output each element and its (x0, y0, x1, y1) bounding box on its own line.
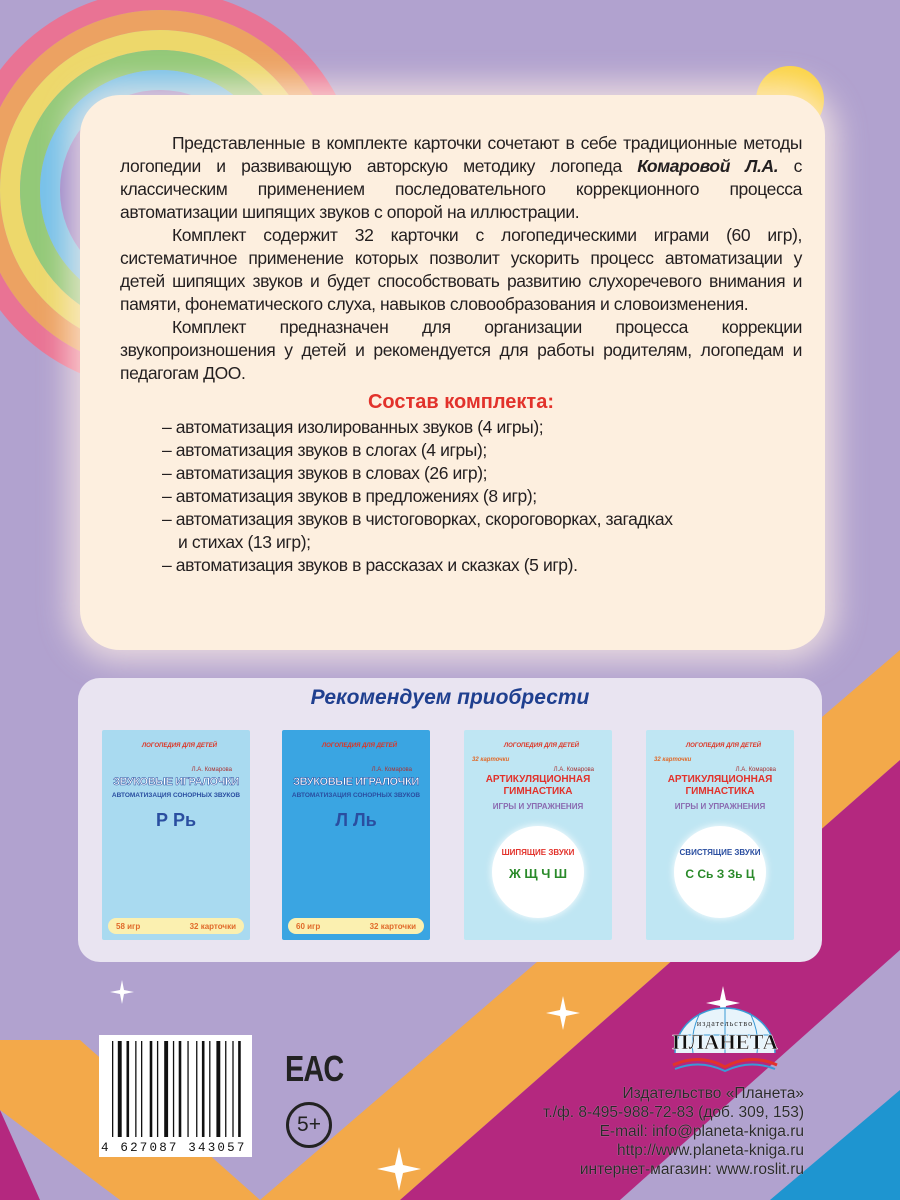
book-letters: Р Рь (155, 810, 197, 830)
logo-subtitle: издательство (696, 1019, 754, 1028)
book-subtitle: АВТОМАТИЗАЦИЯ СОНОРНЫХ ЗВУКОВ (111, 792, 241, 799)
paragraph-3: Комплект предназначен для организации процесса коррекции звукопроизношения у детей и рекомендуется для работы родителям, логопедам и педагогам ДОО. (120, 317, 802, 383)
barcode-bar (238, 1041, 241, 1137)
barcode-bar (127, 1041, 130, 1137)
eac-mark: EAC (285, 1048, 344, 1089)
author-name: Комаровой Л.А. (637, 156, 779, 176)
publisher-site[interactable]: http://www.planeta-kniga.ru (617, 1142, 804, 1159)
barcode-bar (196, 1041, 197, 1137)
book-games: 60 игр (296, 921, 321, 931)
book-letters: Ж Щ Ч Ш (508, 866, 568, 881)
paragraph-1 (120, 132, 802, 224)
book-cover-1[interactable] (102, 730, 250, 940)
list-item: – автоматизация звуков в чистоговорках, скороговорках, загадках (162, 509, 673, 529)
logo-name: ПЛАНЕТА (672, 1030, 778, 1054)
book-letters: С Сь З Зь Ц (685, 867, 755, 881)
book-games: 58 игр (116, 921, 141, 931)
book-cover-2[interactable] (282, 730, 430, 940)
list-item: – автоматизация звуков в слогах (4 игры); (162, 440, 487, 460)
barcode-bars (112, 1041, 242, 1137)
list-item: – автоматизация изолированных звуков (4 игры); (162, 417, 544, 437)
barcode-bar (209, 1041, 210, 1137)
barcode-bar (187, 1041, 188, 1137)
book-title: ЗВУКОВЫЕ ИГРАЛОЧКИ (293, 776, 419, 788)
barcode-number: 4 627087 343057 (101, 1141, 247, 1155)
book-series: ЛОГОПЕДИЯ ДЛЯ ДЕТЕЙ (686, 743, 761, 749)
book-badge: 32 карточки (654, 757, 692, 763)
book-subtitle: ИГРЫ И УПРАЖНЕНИЯ (674, 802, 766, 811)
book-author: Л.А. Комарова (553, 767, 594, 773)
book-cover-4[interactable] (646, 730, 794, 940)
book-author: Л.А. Комарова (735, 767, 776, 773)
book-subtitle: ИГРЫ И УПРАЖНЕНИЯ (492, 802, 584, 811)
publisher-phone: т./ф. 8-495-988-72-83 (доб. 309, 153) (543, 1104, 804, 1121)
publisher-email[interactable]: E-mail: info@planeta-kniga.ru (599, 1123, 804, 1140)
barcode-bar (150, 1041, 153, 1137)
list-item: – автоматизация звуков в рассказах и сказках (5 игр). (162, 555, 578, 575)
book-cover-3[interactable] (464, 730, 612, 940)
barcode-bar (225, 1041, 226, 1137)
book-circle-text: ШИПЯЩИЕ ЗВУКИ (501, 848, 575, 857)
publisher-logo (665, 1003, 785, 1075)
barcode-bar (173, 1041, 174, 1137)
book-title: ЗВУКОВЫЕ ИГРАЛОЧКИ (113, 776, 239, 788)
list-item: и стихах (13 игр); (178, 532, 311, 552)
description-text (120, 132, 802, 577)
book-author: Л.А. Комарова (371, 767, 412, 773)
book-badge: 32 карточки (472, 757, 510, 763)
publisher-contacts (543, 1084, 804, 1179)
barcode-bar (141, 1041, 142, 1137)
book-cards: 32 карточки (189, 921, 236, 931)
book-cards: 32 карточки (369, 921, 416, 931)
barcode-bar (112, 1041, 113, 1137)
barcode-bar (216, 1041, 220, 1137)
list-item: – автоматизация звуков в словах (26 игр); (162, 463, 488, 483)
book-footer (108, 918, 244, 934)
book-series: ЛОГОПЕДИЯ ДЛЯ ДЕТЕЙ (142, 743, 217, 749)
book-series: ЛОГОПЕДИЯ ДЛЯ ДЕТЕЙ (504, 743, 579, 749)
barcode-bar (179, 1041, 182, 1137)
barcode-bar (202, 1041, 205, 1137)
publisher-name: Издательство «Планета» (622, 1085, 804, 1102)
publisher-shop[interactable]: интернет-магазин: www.roslit.ru (579, 1161, 804, 1178)
book-series: ЛОГОПЕДИЯ ДЛЯ ДЕТЕЙ (322, 743, 397, 749)
p1-lead: Представленные в комплекте карточки сочетают в себе традиционные методы логопедии и развивающую авторскую методику логопеда (120, 133, 802, 176)
contents-list (120, 416, 802, 577)
barcode-bar (164, 1041, 168, 1137)
book-subtitle: АВТОМАТИЗАЦИЯ СОНОРНЫХ ЗВУКОВ (291, 792, 421, 799)
list-item: – автоматизация звуков в предложениях (8 игр); (162, 486, 537, 506)
recommended-panel (78, 678, 822, 962)
barcode-bar (157, 1041, 158, 1137)
book-circle-text: СВИСТЯЩИЕ ЗВУКИ (679, 848, 761, 857)
barcode-bar (232, 1041, 233, 1137)
barcode-bar (135, 1041, 136, 1137)
p1-rest: с классическим применением последовательного коррекционного процесса автоматизации шипящих звуков с опорой на иллюстрации. (120, 156, 803, 222)
barcode (99, 1035, 252, 1157)
paragraph-2: Комплект содержит 32 карточки с логопедическими играми (60 игр), систематичное применение которых позволит ускорить процесс автоматизации у детей шипящих звуков и будет способствовать развитию слухоречевого внимания и памяти, фонематического слуха, навыков словообразования и словоизменения. (120, 225, 802, 314)
book-footer (288, 918, 424, 934)
barcode-bar (118, 1041, 122, 1137)
age-rating: 5+ (286, 1102, 332, 1148)
recommended-title: Рекомендуем приобрести (310, 686, 590, 709)
book-letters: Л Ль (335, 810, 377, 830)
book-title: АРТИКУЛЯЦИОННАЯ ГИМНАСТИКА (485, 774, 591, 797)
contents-heading: Состав комплекта: (367, 391, 554, 413)
book-author: Л.А. Комарова (191, 767, 232, 773)
book-title: АРТИКУЛЯЦИОННАЯ ГИМНАСТИКА (667, 774, 773, 797)
